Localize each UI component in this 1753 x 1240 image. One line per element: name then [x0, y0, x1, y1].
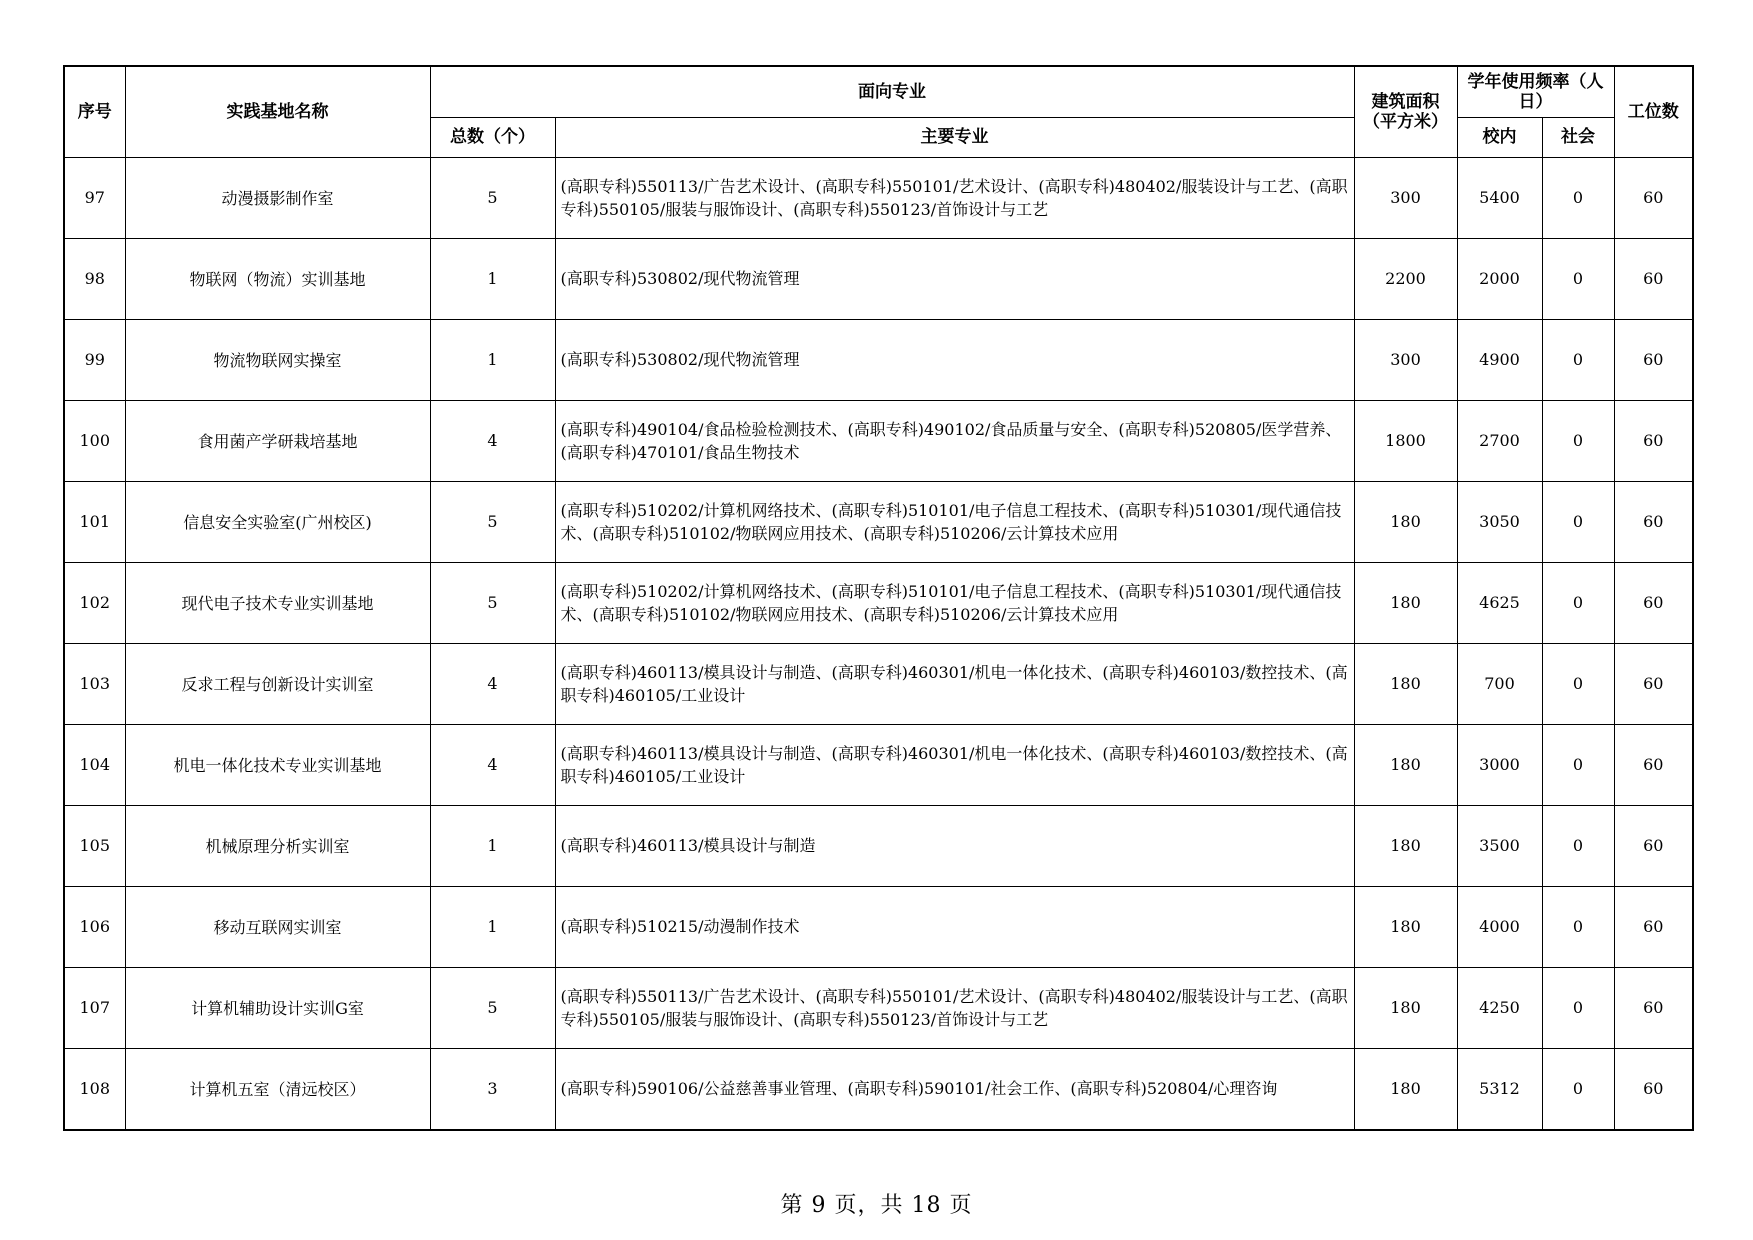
name-cell: 机械原理分析实训室	[125, 805, 430, 886]
on-campus-cell: 5400	[1457, 157, 1542, 238]
majors-cell: (高职专科)460113/模具设计与制造	[555, 805, 1354, 886]
majors-cell: (高职专科)460113/模具设计与制造、(高职专科)460301/机电一体化技术、(高职专科)460103/数控技术、(高职专科)460105/工业设计	[555, 643, 1354, 724]
table-row	[64, 886, 1693, 967]
name-cell: 动漫摄影制作室	[125, 157, 430, 238]
table-header	[64, 66, 1693, 157]
name-cell: 计算机辅助设计实训G室	[125, 967, 430, 1048]
majors-cell: (高职专科)590106/公益慈善事业管理、(高职专科)590101/社会工作、(高职专科)520804/心理咨询	[555, 1048, 1354, 1130]
seq-cell: 104	[64, 724, 125, 805]
area-cell: 180	[1354, 724, 1457, 805]
society-cell: 0	[1542, 643, 1614, 724]
total-cell: 4	[430, 643, 555, 724]
seq-cell: 107	[64, 967, 125, 1048]
stations-cell: 60	[1614, 319, 1693, 400]
name-cell: 反求工程与创新设计实训室	[125, 643, 430, 724]
table-row	[64, 724, 1693, 805]
area-cell: 180	[1354, 967, 1457, 1048]
seq-cell: 99	[64, 319, 125, 400]
seq-cell: 108	[64, 1048, 125, 1130]
stations-cell: 60	[1614, 481, 1693, 562]
header-main-majors: 主要专业	[555, 117, 1354, 157]
society-cell: 0	[1542, 238, 1614, 319]
majors-cell: (高职专科)530802/现代物流管理	[555, 238, 1354, 319]
society-cell: 0	[1542, 481, 1614, 562]
society-cell: 0	[1542, 724, 1614, 805]
total-cell: 4	[430, 400, 555, 481]
on-campus-cell: 4250	[1457, 967, 1542, 1048]
majors-cell: (高职专科)510215/动漫制作技术	[555, 886, 1354, 967]
stations-cell: 60	[1614, 805, 1693, 886]
seq-cell: 103	[64, 643, 125, 724]
table-row	[64, 967, 1693, 1048]
seq-cell: 105	[64, 805, 125, 886]
table-row	[64, 157, 1693, 238]
society-cell: 0	[1542, 805, 1614, 886]
total-cell: 5	[430, 157, 555, 238]
total-cell: 1	[430, 886, 555, 967]
on-campus-cell: 3500	[1457, 805, 1542, 886]
stations-cell: 60	[1614, 643, 1693, 724]
stations-cell: 60	[1614, 400, 1693, 481]
on-campus-cell: 700	[1457, 643, 1542, 724]
header-majors-group: 面向专业	[430, 66, 1354, 117]
area-cell: 1800	[1354, 400, 1457, 481]
majors-cell: (高职专科)510202/计算机网络技术、(高职专科)510101/电子信息工程技术、(高职专科)510301/现代通信技术、(高职专科)510102/物联网应用技术、(高职专科)510206/云计算技术应用	[555, 562, 1354, 643]
table-row	[64, 1048, 1693, 1130]
majors-cell: (高职专科)550113/广告艺术设计、(高职专科)550101/艺术设计、(高职专科)480402/服装设计与工艺、(高职专科)550105/服装与服饰设计、(高职专科)550123/首饰设计与工艺	[555, 967, 1354, 1048]
table-row	[64, 319, 1693, 400]
table-body	[64, 157, 1693, 1130]
header-area: 建筑面积（平方米）	[1354, 66, 1457, 157]
name-cell: 机电一体化技术专业实训基地	[125, 724, 430, 805]
header-society: 社会	[1542, 117, 1614, 157]
header-stations: 工位数	[1614, 66, 1693, 157]
stations-cell: 60	[1614, 562, 1693, 643]
name-cell: 计算机五室（清远校区）	[125, 1048, 430, 1130]
on-campus-cell: 3050	[1457, 481, 1542, 562]
society-cell: 0	[1542, 400, 1614, 481]
name-cell: 现代电子技术专业实训基地	[125, 562, 430, 643]
stations-cell: 60	[1614, 967, 1693, 1048]
table-row	[64, 562, 1693, 643]
majors-cell: (高职专科)460113/模具设计与制造、(高职专科)460301/机电一体化技术、(高职专科)460103/数控技术、(高职专科)460105/工业设计	[555, 724, 1354, 805]
header-frequency-group: 学年使用频率（人日）	[1457, 66, 1614, 117]
name-cell: 物联网（物流）实训基地	[125, 238, 430, 319]
seq-cell: 102	[64, 562, 125, 643]
area-cell: 180	[1354, 886, 1457, 967]
header-name: 实践基地名称	[125, 66, 430, 157]
page-number: 第 9 页，共 18 页	[780, 1193, 973, 1218]
total-cell: 5	[430, 481, 555, 562]
table-row	[64, 643, 1693, 724]
area-cell: 180	[1354, 1048, 1457, 1130]
name-cell: 物流物联网实操室	[125, 319, 430, 400]
seq-cell: 97	[64, 157, 125, 238]
stations-cell: 60	[1614, 238, 1693, 319]
area-cell: 300	[1354, 319, 1457, 400]
area-cell: 300	[1354, 157, 1457, 238]
on-campus-cell: 4000	[1457, 886, 1542, 967]
table-row	[64, 805, 1693, 886]
area-cell: 180	[1354, 643, 1457, 724]
area-cell: 2200	[1354, 238, 1457, 319]
total-cell: 1	[430, 805, 555, 886]
total-cell: 5	[430, 967, 555, 1048]
total-cell: 3	[430, 1048, 555, 1130]
seq-cell: 106	[64, 886, 125, 967]
name-cell: 移动互联网实训室	[125, 886, 430, 967]
on-campus-cell: 3000	[1457, 724, 1542, 805]
page-footer	[0, 1188, 1753, 1219]
name-cell: 信息安全实验室(广州校区)	[125, 481, 430, 562]
seq-cell: 101	[64, 481, 125, 562]
table-row	[64, 238, 1693, 319]
header-total: 总数（个）	[430, 117, 555, 157]
majors-cell: (高职专科)550113/广告艺术设计、(高职专科)550101/艺术设计、(高职专科)480402/服装设计与工艺、(高职专科)550105/服装与服饰设计、(高职专科)550123/首饰设计与工艺	[555, 157, 1354, 238]
majors-cell: (高职专科)510202/计算机网络技术、(高职专科)510101/电子信息工程技术、(高职专科)510301/现代通信技术、(高职专科)510102/物联网应用技术、(高职专科)510206/云计算技术应用	[555, 481, 1354, 562]
total-cell: 1	[430, 238, 555, 319]
table-row	[64, 481, 1693, 562]
on-campus-cell: 4900	[1457, 319, 1542, 400]
area-cell: 180	[1354, 562, 1457, 643]
total-cell: 4	[430, 724, 555, 805]
stations-cell: 60	[1614, 886, 1693, 967]
on-campus-cell: 4625	[1457, 562, 1542, 643]
table-row	[64, 400, 1693, 481]
on-campus-cell: 2000	[1457, 238, 1542, 319]
name-cell: 食用菌产学研栽培基地	[125, 400, 430, 481]
stations-cell: 60	[1614, 724, 1693, 805]
stations-cell: 60	[1614, 1048, 1693, 1130]
on-campus-cell: 2700	[1457, 400, 1542, 481]
area-cell: 180	[1354, 805, 1457, 886]
area-cell: 180	[1354, 481, 1457, 562]
total-cell: 5	[430, 562, 555, 643]
header-on-campus: 校内	[1457, 117, 1542, 157]
society-cell: 0	[1542, 562, 1614, 643]
seq-cell: 98	[64, 238, 125, 319]
majors-cell: (高职专科)490104/食品检验检测技术、(高职专科)490102/食品质量与安全、(高职专科)520805/医学营养、(高职专科)470101/食品生物技术	[555, 400, 1354, 481]
on-campus-cell: 5312	[1457, 1048, 1542, 1130]
practice-base-table	[63, 65, 1694, 1131]
society-cell: 0	[1542, 157, 1614, 238]
seq-cell: 100	[64, 400, 125, 481]
stations-cell: 60	[1614, 157, 1693, 238]
society-cell: 0	[1542, 1048, 1614, 1130]
total-cell: 1	[430, 319, 555, 400]
header-seq: 序号	[64, 66, 125, 157]
society-cell: 0	[1542, 319, 1614, 400]
majors-cell: (高职专科)530802/现代物流管理	[555, 319, 1354, 400]
society-cell: 0	[1542, 967, 1614, 1048]
society-cell: 0	[1542, 886, 1614, 967]
